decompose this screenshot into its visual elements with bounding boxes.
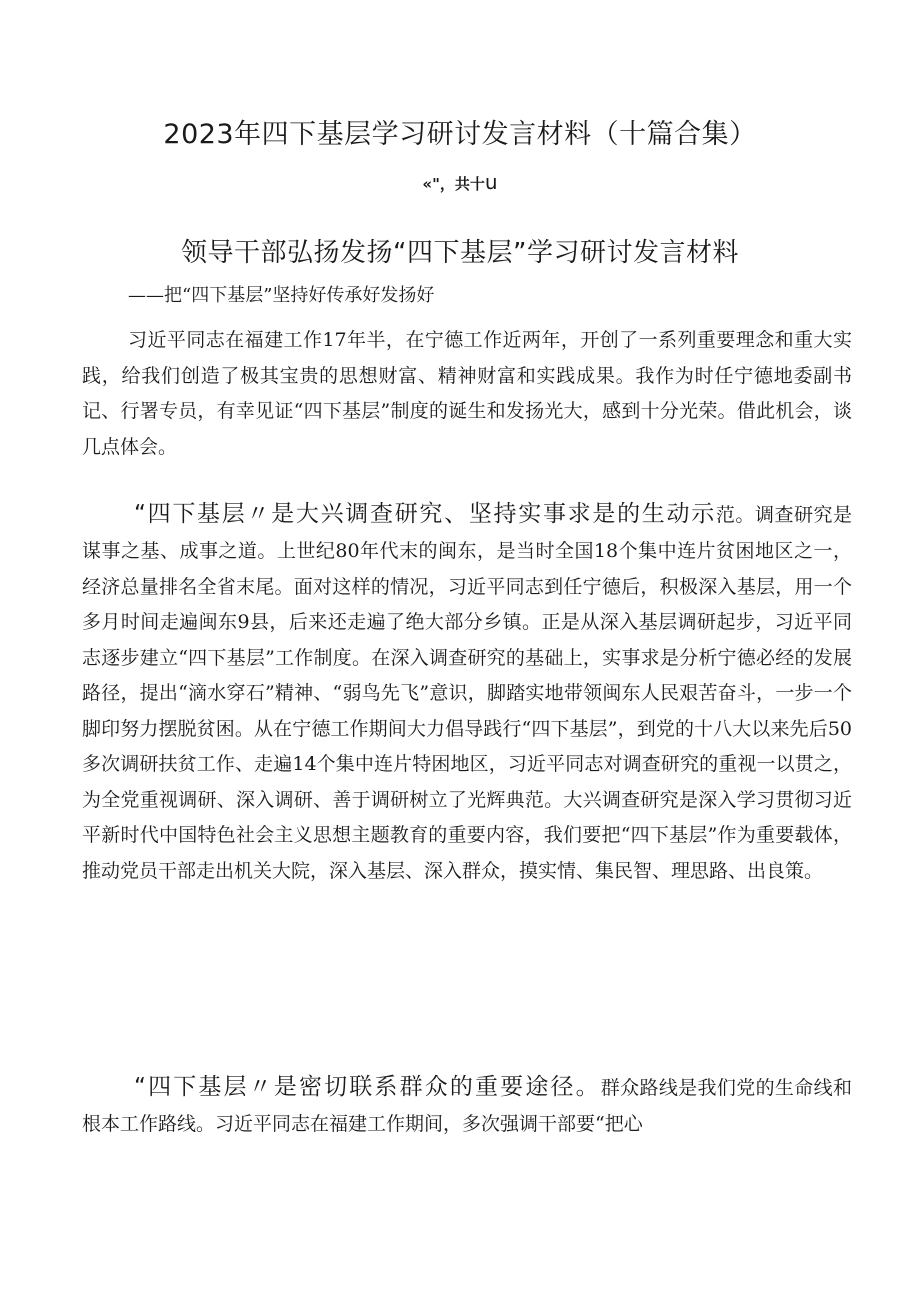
section-mark — [0, 170, 920, 194]
paragraph-2-lead-tail: 范。 — [715, 504, 755, 526]
paragraph-2-lead: “四下基层〃是大兴调查研究、坚持实事求是的生动示 — [134, 501, 716, 527]
paragraph-1: 习近平同志在福建工作17年半，在宁德工作近两年，开创了一系列重要理念和重大实践，给我们创造了极其宝贵的思想财富、精神财富和实践成果。我作为时任宁德地委副书记、行署专员，有幸见证“四下基层”制度的诞生和发扬光大，感到十分光荣。借此机会，谈几点体会。 — [82, 329, 852, 458]
article-subtitle: ——把“四下基层”坚持好传承好发扬好 — [128, 285, 435, 306]
paragraph-3-body: 群众路线是我们党的生命线和根本工作路线。习近平同志在福建工作期间，多次强调干部要“把心 — [82, 1077, 852, 1135]
paragraph-2-body: 调查研究是谋事之基、成事之道。上世纪80年代末的闽东，是当时全国18个集中连片贫困地区之一，经济总量排名全省末尾。面对这样的情况，习近平同志到任宁德后，积极深入基层，用一个多月时间走遍闽东9县，后来还走遍了绝大部分乡镇。正是从深入基层调研起步，习近平同志逐步建立“四下基层”工作制度。在深入调查研究的基础上，实事求是分析宁德必经的发展路径，提出“滴水穿石”精神、“弱鸟先飞”意识，脚踏实地带领闽东人民艰苦奋斗，一步一个脚印努力摆脱贫困。从在宁德工作期间大力倡导践行“四下基层”，到党的十八大以来先后50多次调研扶贫工作、走遍14个集中连片特困地区，习近平同志对调查研究的重视一以贯之，为全党重视调研、深入调研、善于调研树立了光辉典范。大兴调查研究是深入学习贯彻习近平新时代中国特色社会主义思想主题教育的重要内容，我们要把“四下基层”作为重要载体，推动党员干部走出机关大院，深入基层、深入群众，摸实情、集民智、理思路、出良策。 — [82, 504, 852, 882]
document-title: 2023年四下基层学习研讨发言材料（十篇合集） — [163, 119, 757, 150]
section-mark-big: u — [484, 170, 498, 194]
article-title: 领导干部弘扬发扬“四下基层”学习研讨发言材料 — [181, 238, 739, 268]
section-mark-small: «"，共十 — [422, 175, 485, 193]
paragraph-3-lead: “四下基层〃是密切联系群众的重要途径。 — [134, 1074, 601, 1100]
paragraph-2 — [82, 494, 852, 889]
paragraph-3 — [82, 1067, 852, 1143]
